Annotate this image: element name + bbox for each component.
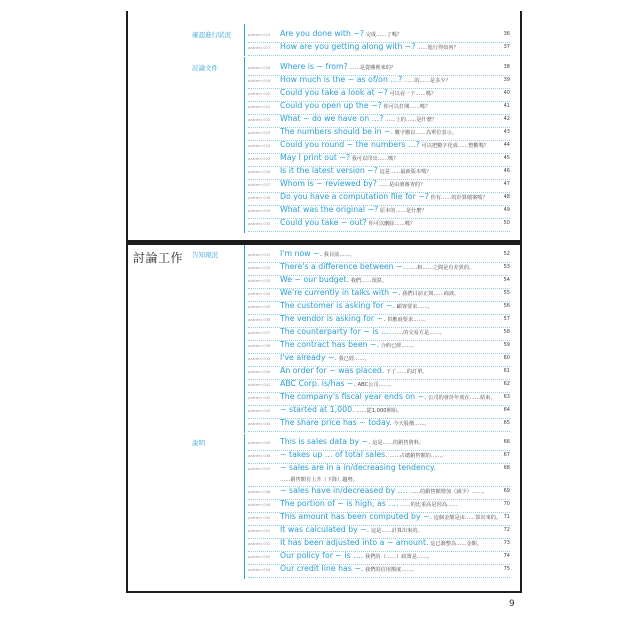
section-rule bbox=[244, 434, 245, 579]
pattern-text bbox=[280, 437, 424, 446]
pattern-chinese: 你有……的計算檔案嗎？ bbox=[428, 195, 488, 201]
pattern-english: ~ takes up … of total sales. bbox=[280, 450, 388, 459]
pattern-row[interactable] bbox=[248, 288, 510, 302]
pattern-text bbox=[280, 392, 496, 401]
pattern-text bbox=[280, 314, 429, 323]
pattern-english: Could you round ~ the numbers …? bbox=[280, 140, 420, 149]
pattern-id: pattern 049 bbox=[248, 502, 271, 507]
pattern-row[interactable] bbox=[248, 437, 510, 451]
pattern-chinese: 可以看一下……嗎？ bbox=[387, 91, 437, 97]
pattern-text bbox=[280, 379, 394, 388]
pattern-chinese: ……是從哪裡來的？ bbox=[347, 65, 397, 71]
pattern-english: Is it the latest version ~? bbox=[280, 166, 378, 175]
pattern-text bbox=[280, 288, 459, 297]
pattern-english: An order for ~ was placed. bbox=[280, 366, 385, 375]
pattern-row[interactable] bbox=[248, 101, 510, 115]
pattern-chinese: 你可以刪除……嗎？ bbox=[366, 221, 416, 227]
pattern-english: Where is ~ from? bbox=[280, 62, 348, 71]
section-label: 告知現況 bbox=[192, 251, 218, 259]
pattern-english: Are you done with ~? bbox=[280, 29, 365, 38]
page-ref: 63 bbox=[503, 394, 510, 400]
pattern-chinese: ……占總銷售額的……。 bbox=[387, 453, 447, 459]
pattern-row[interactable] bbox=[248, 153, 510, 167]
pattern-chinese: 這個金額是由……算出來的。 bbox=[432, 515, 502, 521]
pattern-chinese: ……進行得如何？ bbox=[415, 45, 459, 51]
pattern-row[interactable] bbox=[248, 340, 510, 354]
pattern-english: Our credit line has ~. bbox=[280, 564, 364, 573]
pattern-row[interactable] bbox=[248, 114, 510, 128]
pattern-id: pattern 043 bbox=[248, 408, 271, 413]
pattern-chinese: 你可以打開……嗎？ bbox=[381, 104, 431, 110]
pattern-english: The company's fiscal year ends on ~. bbox=[280, 392, 427, 401]
pattern-row[interactable] bbox=[248, 275, 510, 289]
page-ref: 47 bbox=[503, 181, 510, 187]
pattern-text bbox=[280, 127, 457, 136]
pattern-text bbox=[280, 62, 396, 71]
section-rule bbox=[244, 24, 245, 56]
pattern-english: Whom is ~ reviewed by? bbox=[280, 179, 377, 188]
pattern-id: pattern 037 bbox=[248, 330, 271, 335]
pattern-id: pattern 046 bbox=[248, 453, 271, 458]
pattern-chinese: 我們的（……）政策是……。 bbox=[363, 554, 433, 560]
pattern-english: ~ started at 1,000. bbox=[280, 405, 355, 414]
pattern-row[interactable] bbox=[248, 127, 510, 141]
pattern-english: What was the original ~? bbox=[280, 205, 379, 214]
pattern-id: pattern 033 bbox=[248, 278, 271, 283]
pattern-chinese-continued: ……銷售額有上升（下降）趨勢。 bbox=[280, 477, 358, 483]
pattern-english: This amount has been computed by ~. bbox=[280, 512, 433, 521]
pattern-chinese: 公司的會計年度在……結束。 bbox=[426, 395, 496, 401]
pattern-row[interactable] bbox=[248, 192, 510, 206]
pattern-english: The numbers should be in ~. bbox=[280, 127, 394, 136]
pattern-text bbox=[280, 301, 433, 310]
pattern-text bbox=[280, 249, 355, 258]
pattern-english: We ~ our budget. bbox=[280, 275, 350, 284]
pattern-row[interactable] bbox=[248, 42, 510, 56]
pattern-english: It was calculated by ~. bbox=[280, 525, 370, 534]
pattern-id: pattern 026 bbox=[248, 169, 271, 174]
pattern-id: pattern 044 bbox=[248, 421, 271, 426]
pattern-text bbox=[280, 75, 451, 84]
pattern-text bbox=[280, 525, 423, 534]
pattern-chinese: ABC公司……。 bbox=[355, 382, 395, 388]
pattern-chinese: 今天股價……。 bbox=[391, 421, 430, 427]
page-ref: 54 bbox=[503, 277, 510, 283]
pattern-english: What ~ do we have on …? bbox=[280, 114, 384, 123]
pattern-english: Do you have a computation file for ~? bbox=[280, 192, 429, 201]
pattern-text bbox=[280, 340, 417, 349]
pattern-chinese: ……的交易方是……。 bbox=[391, 330, 445, 336]
pattern-row[interactable] bbox=[248, 392, 510, 406]
section-rule bbox=[244, 57, 245, 233]
page-ref: 49 bbox=[503, 207, 510, 213]
page-ref: 53 bbox=[503, 264, 510, 270]
pattern-english: ABC Corp. is/has ~. bbox=[280, 379, 356, 388]
page-ref: 58 bbox=[503, 329, 510, 335]
section-label: 討論文件 bbox=[192, 64, 218, 72]
pattern-text bbox=[280, 42, 459, 51]
page-ref: 62 bbox=[503, 381, 510, 387]
pattern-id: pattern 042 bbox=[248, 395, 271, 400]
pattern-chinese: 這是……的銷售資料。 bbox=[370, 440, 425, 446]
pattern-id: pattern 052 bbox=[248, 541, 271, 546]
page-ref: 69 bbox=[503, 488, 510, 494]
pattern-text bbox=[280, 538, 482, 547]
pattern-text bbox=[280, 114, 437, 123]
pattern-id: pattern 054 bbox=[248, 567, 271, 572]
pattern-chinese: 下了……的訂單。 bbox=[384, 369, 428, 375]
page-ref: 55 bbox=[503, 290, 510, 296]
pattern-row[interactable] bbox=[248, 62, 510, 76]
pattern-chinese: ……的比重高是因為…… bbox=[398, 502, 458, 508]
pattern-row[interactable] bbox=[248, 205, 510, 219]
pattern-row[interactable] bbox=[248, 249, 510, 263]
pattern-row[interactable] bbox=[248, 314, 510, 328]
pattern-text bbox=[280, 551, 432, 560]
page-ref: 45 bbox=[503, 155, 510, 161]
pattern-id: pattern 020 bbox=[248, 91, 271, 96]
page-ref: 73 bbox=[503, 540, 510, 546]
pattern-id: pattern 019 bbox=[248, 78, 271, 83]
pattern-english: We're currently in talks with ~. bbox=[280, 288, 401, 297]
pattern-text bbox=[280, 140, 489, 149]
page-ref: 48 bbox=[503, 194, 510, 200]
pattern-row[interactable] bbox=[248, 418, 510, 432]
pattern-id: pattern 041 bbox=[248, 382, 271, 387]
pattern-row[interactable] bbox=[248, 218, 510, 232]
pattern-text bbox=[280, 205, 427, 214]
pattern-id: pattern 053 bbox=[248, 554, 271, 559]
pattern-text bbox=[280, 486, 487, 495]
page-ref: 43 bbox=[503, 129, 510, 135]
pattern-english: The contract has been ~. bbox=[280, 340, 380, 349]
pattern-text bbox=[280, 405, 402, 414]
pattern-text bbox=[280, 29, 402, 38]
page-ref: 40 bbox=[503, 90, 510, 96]
page-ref: 57 bbox=[503, 316, 510, 322]
page-ref: 41 bbox=[503, 103, 510, 109]
pattern-id: pattern 045 bbox=[248, 440, 271, 445]
pattern-chinese: 我們目前正與……商談。 bbox=[400, 291, 460, 297]
pattern-text bbox=[280, 450, 446, 459]
pattern-text bbox=[280, 179, 425, 188]
pattern-english: This is sales data by ~. bbox=[280, 437, 371, 446]
pattern-row[interactable] bbox=[248, 486, 510, 500]
pattern-chinese: 完成……了嗎？ bbox=[364, 32, 403, 38]
pattern-id: pattern 039 bbox=[248, 356, 271, 361]
pattern-chinese: 這是……計算出來的。 bbox=[369, 528, 423, 534]
pattern-english: ~ sales have in/decreased by …. bbox=[280, 486, 408, 495]
pattern-chinese: ……和……之間是有差異的。 bbox=[405, 265, 475, 271]
pattern-id: pattern 018 bbox=[248, 65, 271, 70]
page-number: 9 bbox=[509, 599, 515, 609]
pattern-id: pattern 034 bbox=[248, 291, 271, 296]
pattern-chinese: 顧客要求……。 bbox=[394, 304, 433, 310]
section-divider bbox=[126, 240, 522, 245]
pattern-id: pattern 038 bbox=[248, 343, 271, 348]
pattern-text bbox=[280, 327, 445, 336]
pattern-text bbox=[280, 262, 474, 271]
pattern-row[interactable] bbox=[248, 75, 510, 89]
pattern-chinese: 我們的信用額度……。 bbox=[363, 567, 417, 573]
pattern-id: pattern 028 bbox=[248, 195, 271, 200]
pattern-id: pattern 036 bbox=[248, 317, 271, 322]
pattern-row[interactable] bbox=[248, 327, 510, 341]
pattern-chinese: ……從1,000開始。 bbox=[354, 408, 403, 414]
pattern-chinese: 原本的……是什麼？ bbox=[378, 208, 427, 214]
pattern-english: I'm now ~. bbox=[280, 249, 323, 258]
pattern-text bbox=[280, 218, 415, 227]
page-ref: 71 bbox=[503, 514, 510, 520]
page-ref: 38 bbox=[503, 64, 510, 70]
page-ref: 68 bbox=[503, 465, 510, 471]
page-ref: 59 bbox=[503, 342, 510, 348]
pattern-row[interactable] bbox=[248, 538, 510, 552]
pattern-id: pattern 051 bbox=[248, 528, 271, 533]
pattern-row[interactable] bbox=[248, 512, 510, 526]
pattern-chinese: 我目前……。 bbox=[322, 252, 355, 258]
pattern-id: pattern 025 bbox=[248, 156, 271, 161]
pattern-text bbox=[280, 88, 436, 97]
pattern-english: How are you getting along with ~? bbox=[280, 42, 416, 51]
pattern-chinese: 這已調整為……金額。 bbox=[428, 541, 483, 547]
pattern-text bbox=[280, 153, 398, 162]
pattern-chinese: 可以把數字化成……整數嗎？ bbox=[419, 143, 489, 149]
page-ref: 56 bbox=[503, 303, 510, 309]
pattern-row[interactable] bbox=[248, 353, 510, 367]
page-ref: 42 bbox=[503, 116, 510, 122]
pattern-english: There's a difference between ~. bbox=[280, 262, 406, 271]
pattern-row[interactable] bbox=[248, 405, 510, 419]
pattern-row[interactable] bbox=[248, 140, 510, 154]
pattern-english: It has been adjusted into a ~ amount. bbox=[280, 538, 429, 547]
pattern-english: May I print out ~? bbox=[280, 153, 351, 162]
pattern-id: pattern 030 bbox=[248, 221, 271, 226]
pattern-english: The portion of ~ is high, as …. bbox=[280, 499, 399, 508]
pattern-id: pattern 035 bbox=[248, 304, 271, 309]
page-ref: 66 bbox=[503, 439, 510, 445]
pattern-english: Could you open up the ~? bbox=[280, 101, 382, 110]
page-ref: 61 bbox=[503, 368, 510, 374]
page-ref: 50 bbox=[503, 220, 510, 226]
pattern-text bbox=[280, 512, 501, 521]
pattern-row[interactable] bbox=[248, 379, 510, 393]
pattern-row[interactable] bbox=[248, 166, 510, 180]
pattern-id: pattern 050 bbox=[248, 515, 271, 520]
pattern-english: The share price has ~ today. bbox=[280, 418, 392, 427]
pattern-english: Our policy for ~ is …. bbox=[280, 551, 364, 560]
pattern-row[interactable] bbox=[248, 463, 510, 487]
pattern-id: pattern 027 bbox=[248, 182, 271, 187]
section-label: 確認進行狀況 bbox=[192, 31, 231, 39]
pattern-chinese: 合約已經……。 bbox=[379, 343, 418, 349]
pattern-id: pattern 029 bbox=[248, 208, 271, 213]
page-ref: 52 bbox=[503, 251, 510, 257]
pattern-english: How much is the ~ as of/on …? bbox=[280, 75, 403, 84]
pattern-chinese: 數字應以……為單位表示。 bbox=[393, 130, 457, 136]
pattern-id: pattern 014 bbox=[248, 32, 271, 37]
pattern-id: pattern 048 bbox=[248, 489, 271, 494]
pattern-id: pattern 031 bbox=[248, 252, 271, 257]
pattern-row[interactable] bbox=[248, 366, 510, 380]
pattern-chinese: ……上的……是什麼？ bbox=[383, 117, 438, 123]
page-ref: 39 bbox=[503, 77, 510, 83]
pattern-id: pattern 024 bbox=[248, 143, 271, 148]
pattern-row[interactable] bbox=[248, 88, 510, 102]
pattern-row[interactable] bbox=[248, 525, 510, 539]
pattern-row[interactable] bbox=[248, 499, 510, 513]
pattern-chinese: 供應商要求……。 bbox=[385, 317, 429, 323]
pattern-text bbox=[280, 353, 370, 362]
page-ref: 75 bbox=[503, 566, 510, 572]
pattern-row[interactable] bbox=[248, 262, 510, 276]
pattern-english: The customer is asking for ~. bbox=[280, 301, 395, 310]
pattern-text bbox=[280, 418, 430, 427]
pattern-chinese: ……的……是多少？ bbox=[402, 78, 451, 84]
page-ref: 37 bbox=[503, 44, 510, 50]
page-ref: 74 bbox=[503, 553, 510, 559]
pattern-id: pattern 021 bbox=[248, 104, 271, 109]
page-ref: 67 bbox=[503, 452, 510, 458]
page-ref: 60 bbox=[503, 355, 510, 361]
pattern-text bbox=[280, 463, 436, 472]
pattern-chinese: ……的銷售額增加（減少）……。 bbox=[407, 489, 488, 495]
pattern-english: Could you take a look at ~? bbox=[280, 88, 388, 97]
pattern-row[interactable] bbox=[248, 29, 510, 43]
pattern-id: pattern 017 bbox=[248, 45, 271, 50]
pattern-text bbox=[280, 275, 387, 284]
pattern-text bbox=[280, 366, 428, 375]
section-rule bbox=[244, 245, 245, 433]
chapter-title: 討論工作 bbox=[133, 251, 184, 265]
pattern-row[interactable] bbox=[248, 179, 510, 193]
pattern-row[interactable] bbox=[248, 450, 510, 464]
pattern-english: ~ sales are in a in/decreasing tendency. bbox=[280, 463, 437, 472]
pattern-text bbox=[280, 101, 430, 110]
pattern-id: pattern 032 bbox=[248, 265, 271, 270]
pattern-id: pattern 023 bbox=[248, 130, 271, 135]
page-ref: 65 bbox=[503, 420, 510, 426]
pattern-english: Could you take ~ out? bbox=[280, 218, 367, 227]
pattern-chinese: 我們……預算。 bbox=[349, 278, 388, 284]
page-ref: 46 bbox=[503, 168, 510, 174]
pattern-chinese: 我可以印出……嗎？ bbox=[350, 156, 399, 162]
section-label: 説明 bbox=[192, 439, 205, 447]
pattern-id: pattern 047 bbox=[248, 466, 271, 471]
pattern-row[interactable] bbox=[248, 551, 510, 565]
pattern-english: The vendor is asking for ~. bbox=[280, 314, 386, 323]
pattern-chinese: ……是由誰審查的？ bbox=[376, 182, 426, 188]
page-ref: 72 bbox=[503, 527, 510, 533]
pattern-row[interactable] bbox=[248, 301, 510, 315]
pattern-english: The counterparty for ~ is …. bbox=[280, 327, 392, 336]
pattern-chinese: 這是……最新版本嗎？ bbox=[377, 169, 432, 175]
pattern-english: I've already ~. bbox=[280, 353, 337, 362]
page-ref: 36 bbox=[503, 31, 510, 37]
pattern-chinese: 我已經……。 bbox=[336, 356, 370, 362]
pattern-id: pattern 022 bbox=[248, 117, 271, 122]
pattern-text bbox=[280, 564, 417, 573]
page-ref: 64 bbox=[503, 407, 510, 413]
pattern-id: pattern 040 bbox=[248, 369, 271, 374]
pattern-text bbox=[280, 192, 488, 201]
page-ref: 70 bbox=[503, 501, 510, 507]
pattern-text bbox=[280, 166, 431, 175]
page-ref: 44 bbox=[503, 142, 510, 148]
pattern-text bbox=[280, 499, 457, 508]
pattern-row[interactable] bbox=[248, 564, 510, 578]
